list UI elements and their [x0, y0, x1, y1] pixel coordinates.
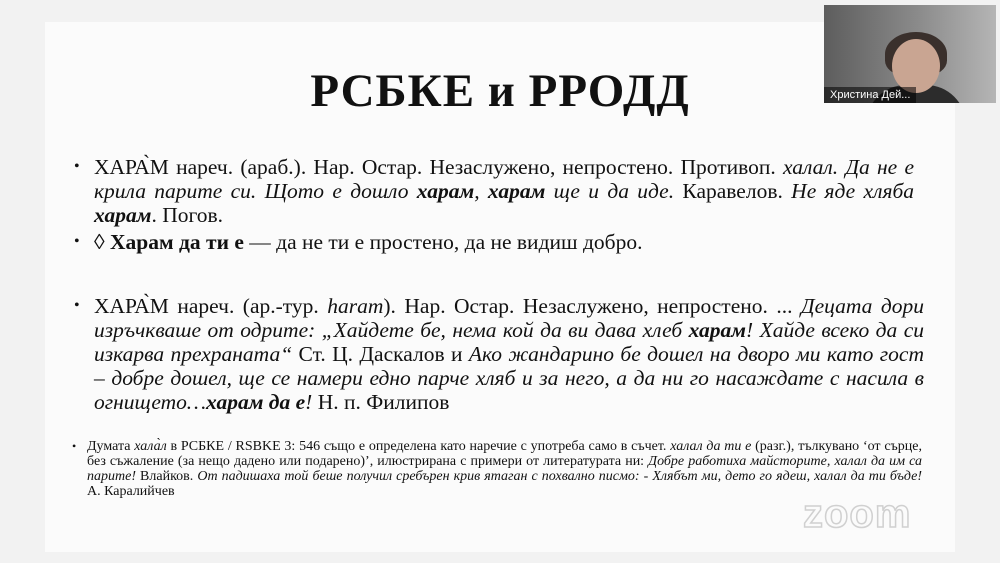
footnote-text: От падишаха той беше получил сребърен крив ятаган с похвално писмо: - Хлябът ми, дето го ядеш, халал да ти бъде! [197, 469, 922, 484]
entry-text: Не яде хляба [791, 179, 915, 203]
slide-title: РСБКЕ и РРОДД [310, 65, 690, 117]
footnote-text: А. Каралийчев [87, 484, 175, 499]
entry-text: ! Хайде всеко да си изкарва прехраната“ [94, 318, 924, 366]
dictionary-entry-3 [74, 294, 925, 414]
dictionary-entry-2 [74, 230, 914, 254]
entry-text: ! [305, 390, 318, 414]
entry-text: ХАРА̀М нареч. (араб.). Нар. Остар. Незаслужено, непростено. Противоп. [94, 155, 783, 179]
entry-source: Ст. Ц. Даскалов и [292, 342, 469, 366]
dictionary-entry-1 [74, 155, 915, 227]
footnote-text: Думата [87, 439, 135, 454]
entry-text: Ако жандарино бе дошел на дворо ми като гост – добре дошел, ще се намери едно парче хляб и за него, а да ни го насаждате с насила в огнището… [94, 342, 925, 414]
entry-text: ще и да иде. [545, 179, 675, 203]
footnote-text: Влайков. [136, 469, 198, 484]
zoom-watermark: zoom [803, 492, 912, 536]
entry-text: Децата дори изръчкваше от одрите: „Хайдете бе, нема кой да ви дава хлеб [94, 294, 925, 342]
footnote-text: хала̀л [134, 439, 167, 454]
entry-text: haram [327, 294, 384, 318]
headword: харам [416, 179, 475, 203]
footnote-text: халал да ти е [670, 439, 752, 454]
phrase-marker: ◊ [94, 230, 110, 254]
entry-text: халал. Да не е крила парите си. Щото е дошло [94, 155, 914, 203]
participant-video-tile[interactable] [824, 5, 996, 103]
entry-source: Н. п. Филипов [317, 390, 450, 414]
headword: харам [688, 318, 747, 342]
phrase: Харам да ти е [110, 230, 244, 254]
entry-text: ХАРА̀М нареч. (ар.-тур. [94, 294, 328, 318]
entry-source: . Погов. [151, 203, 224, 227]
entry-text: — да не ти е простено, да не видиш добро. [243, 230, 643, 254]
headword: харам [487, 179, 546, 203]
participant-face [892, 39, 940, 93]
headword: харам да е [205, 390, 306, 414]
entry-text: , [474, 179, 488, 203]
entry-text: ). Нар. Остар. Незаслужено, непростено. ... [383, 294, 801, 318]
footnote-text: в РСБКЕ / RSBKE 3: 546 също е определена като наречие с употреба само в съчет. [166, 439, 671, 454]
footnote-text: (разг.), тълкувано ‘от сърце, без съжаление (за нещо дадено или подарено)’, илюстрирана с примери от литературата ни: [87, 439, 922, 469]
bullet: • [74, 233, 80, 250]
presentation-slide [45, 22, 955, 552]
headword: харам [94, 203, 152, 227]
participant-name: Христина Дей... [824, 87, 916, 103]
bullet: • [72, 439, 77, 453]
bullet: • [74, 158, 80, 175]
bullet: • [74, 297, 80, 314]
entry-source: Каравелов. [674, 179, 792, 203]
footnote [72, 439, 922, 499]
footnote-text: Добре работиха майсторите, халал да им са парите! [87, 454, 922, 484]
